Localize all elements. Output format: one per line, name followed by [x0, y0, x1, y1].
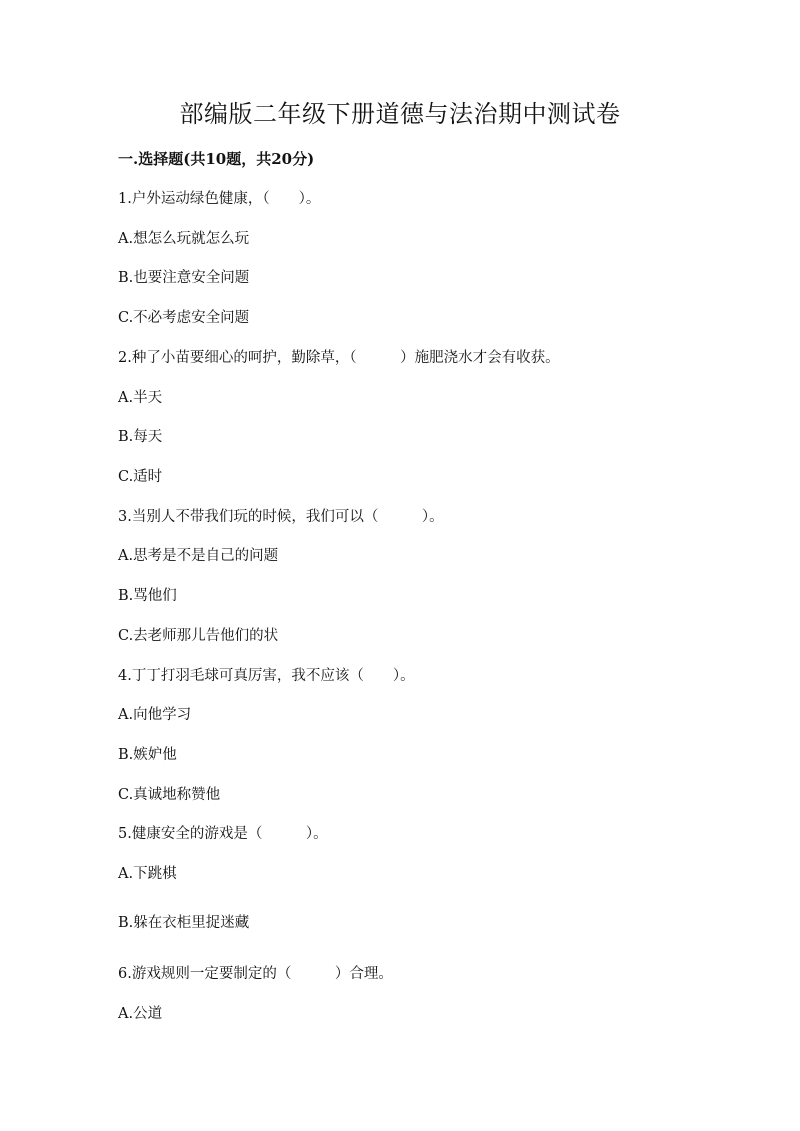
- question-stem: 6.游戏规则一定要制定的（ ）合理。: [118, 966, 393, 982]
- question-option: B.嫉妒他: [118, 747, 177, 763]
- question-stem: 4.丁丁打羽毛球可真厉害，我不应该（ ）。: [118, 668, 415, 684]
- question-option: A.公道: [118, 1006, 163, 1022]
- question-option: B.躲在衣柜里捉迷藏: [118, 915, 250, 931]
- question-option: B.也要注意安全问题: [118, 270, 250, 286]
- question-stem: 1.户外运动绿色健康，（ ）。: [118, 191, 321, 207]
- question-option: C.去老师那儿告他们的状: [118, 628, 279, 644]
- question-option: A.向他学习: [118, 707, 192, 723]
- question-option: A.思考是不是自己的问题: [118, 548, 279, 564]
- question-option: A.想怎么玩就怎么玩: [118, 231, 250, 247]
- question-option: C.真诚地称赞他: [118, 787, 221, 803]
- question-option: C.不必考虑安全问题: [118, 310, 250, 326]
- question-option: B.骂他们: [118, 588, 177, 604]
- page-title: 部编版二年级下册道德与法治期中测试卷: [179, 100, 621, 128]
- question-stem: 2.种了小苗要细心的呵护，勤除草，（ ）施肥浇水才会有收获。: [118, 350, 560, 366]
- question-option: A.下跳棋: [118, 866, 177, 882]
- question-stem: 5.健康安全的游戏是（ ）。: [118, 826, 328, 842]
- question-option: C.适时: [118, 469, 163, 485]
- question-option: B.每天: [118, 429, 163, 445]
- question-stem: 3.当别人不带我们玩的时候，我们可以（ ）。: [118, 509, 444, 525]
- question-option: A.半天: [118, 390, 163, 406]
- section-heading: 一.选择题(共10题，共20分): [118, 150, 315, 168]
